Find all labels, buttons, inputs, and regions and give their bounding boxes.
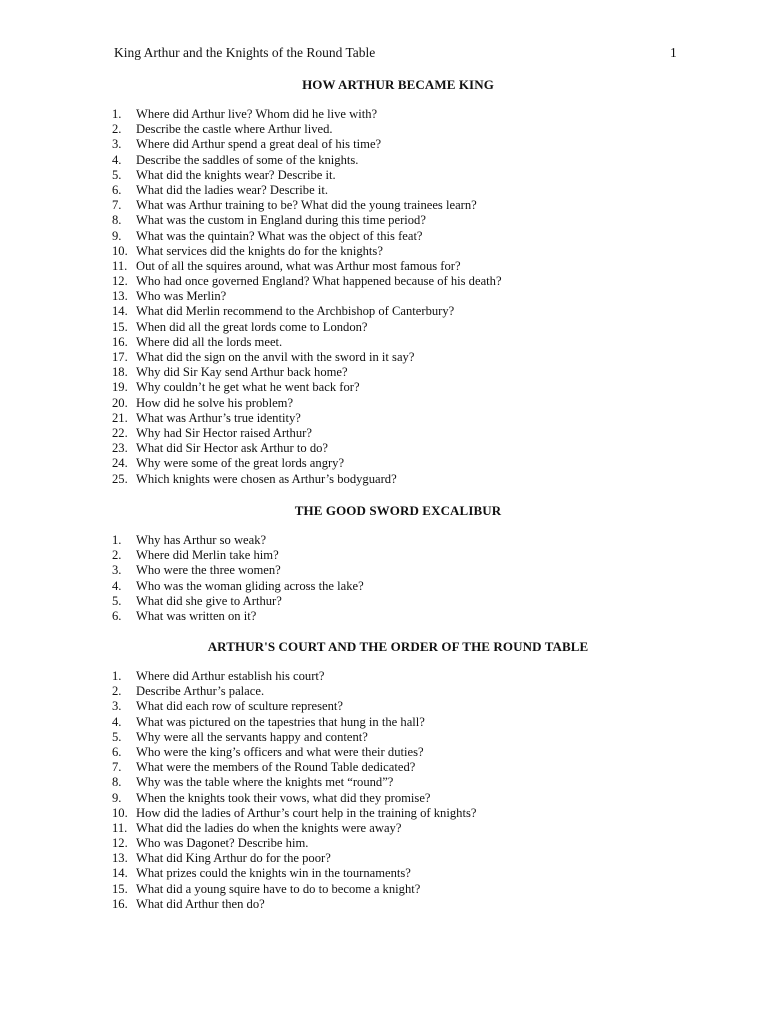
- question-number: 5.: [112, 167, 122, 182]
- question-text: What was pictured on the tapestries that hung in the hall?: [136, 714, 425, 729]
- question-number: 2.: [112, 684, 122, 699]
- question-number: 9.: [112, 790, 122, 805]
- question-number: 13.: [112, 289, 128, 304]
- question-text: Why couldn’t he get what he went back for?: [136, 380, 360, 395]
- question-number: 6.: [112, 182, 122, 197]
- question-number: 24.: [112, 456, 128, 471]
- question-number: 19.: [112, 380, 128, 395]
- question-text: Who was Dagonet? Describe him.: [136, 836, 309, 851]
- question-text: What did each row of sculture represent?: [136, 699, 344, 714]
- question-number: 21.: [112, 410, 128, 425]
- question-number: 6.: [112, 744, 122, 759]
- question-number: 3.: [112, 563, 122, 578]
- question-number: 10.: [112, 805, 128, 820]
- question-number: 2.: [112, 548, 122, 563]
- document-title: King Arthur and the Knights of the Round Table: [114, 45, 376, 60]
- question-number: 2.: [112, 122, 122, 137]
- question-text: Who were the king’s officers and what were their duties?: [136, 744, 424, 759]
- question-number: 4.: [112, 714, 122, 729]
- question-text: What did Merlin recommend to the Archbishop of Canterbury?: [136, 304, 455, 319]
- question-text: Where did Arthur establish his court?: [136, 669, 325, 683]
- question-number: 11.: [112, 820, 128, 835]
- question-text: What prizes could the knights win in the tournaments?: [136, 866, 411, 881]
- question-text: When the knights took their vows, what did they promise?: [136, 790, 431, 805]
- question-number: 1.: [112, 107, 122, 121]
- section-title-arthurs-court: ARTHUR'S COURT AND THE ORDER OF THE ROUND TABLE: [207, 639, 589, 654]
- question-text: Describe the saddles of some of the knights.: [136, 152, 359, 167]
- question-text: How did he solve his problem?: [136, 395, 294, 410]
- question-text: What were the members of the Round Table dedicated?: [136, 760, 416, 775]
- question-number: 10.: [112, 243, 128, 258]
- question-text: Why was the table where the knights met “round”?: [136, 775, 394, 790]
- question-text: What did a young squire have to do to become a knight?: [136, 881, 421, 896]
- question-text: Why has Arthur so weak?: [136, 533, 267, 547]
- question-text: What did King Arthur do for the poor?: [136, 851, 331, 866]
- question-text: Who was Merlin?: [136, 289, 227, 304]
- question-number: 8.: [112, 213, 122, 228]
- question-text: Where did Arthur spend a great deal of his time?: [136, 137, 382, 152]
- question-number: 16.: [112, 334, 128, 349]
- question-text: What did the sign on the anvil with the sword in it say?: [136, 350, 415, 364]
- question-text: What was the custom in England during this time period?: [136, 213, 426, 228]
- question-number: 1.: [112, 533, 122, 547]
- question-number: 15.: [112, 881, 128, 896]
- question-text: Why were some of the great lords angry?: [136, 456, 345, 471]
- question-number: 16.: [112, 896, 128, 911]
- question-text: What did the ladies do when the knights were away?: [136, 820, 402, 835]
- question-number: 20.: [112, 395, 128, 410]
- question-number: 1.: [112, 669, 122, 683]
- question-number: 14.: [112, 866, 128, 881]
- question-number: 25.: [112, 471, 128, 486]
- question-number: 7.: [112, 760, 122, 775]
- section-title-how-arthur-became-king: HOW ARTHUR BECAME KING: [302, 77, 494, 92]
- question-text: How did the ladies of Arthur’s court help in the training of knights?: [136, 805, 477, 820]
- question-number: 5.: [112, 593, 122, 608]
- question-text: Where did Merlin take him?: [136, 548, 279, 563]
- question-text: Why did Sir Kay send Arthur back home?: [136, 365, 348, 380]
- question-text: Describe the castle where Arthur lived.: [136, 122, 333, 137]
- question-text: What was Arthur training to be? What did the young trainees learn?: [136, 198, 477, 213]
- question-text: Why had Sir Hector raised Arthur?: [136, 425, 312, 440]
- question-text: Which knights were chosen as Arthur’s bodyguard?: [136, 471, 397, 486]
- question-number: 3.: [112, 137, 122, 152]
- question-number: 14.: [112, 304, 128, 319]
- question-text: What did Sir Hector ask Arthur to do?: [136, 441, 329, 456]
- question-number: 5.: [112, 729, 122, 744]
- question-number: 9.: [112, 228, 122, 243]
- question-text: Who were the three women?: [136, 563, 281, 578]
- question-text: What did Arthur then do?: [136, 896, 265, 911]
- question-number: 22.: [112, 425, 128, 440]
- question-number: 6.: [112, 608, 122, 623]
- question-number: 4.: [112, 152, 122, 167]
- question-number: 17.: [112, 350, 128, 364]
- question-text: Why were all the servants happy and content?: [136, 729, 368, 744]
- page-number: 1: [670, 45, 677, 60]
- question-text: Where did Arthur live? Whom did he live with?: [136, 107, 378, 121]
- question-text: What services did the knights do for the knights?: [136, 243, 383, 258]
- question-number: 23.: [112, 441, 128, 456]
- question-text: Describe Arthur’s palace.: [136, 684, 265, 699]
- question-number: 4.: [112, 578, 122, 593]
- question-text: What did she give to Arthur?: [136, 593, 282, 608]
- question-number: 11.: [112, 258, 128, 273]
- question-number: 12.: [112, 274, 128, 289]
- question-text: What was the quintain? What was the object of this feat?: [136, 228, 423, 243]
- question-number: 12.: [112, 836, 128, 851]
- question-text: What did the ladies wear? Describe it.: [136, 182, 328, 197]
- question-number: 7.: [112, 198, 122, 213]
- question-text: Who had once governed England? What happened because of his death?: [136, 274, 502, 289]
- question-number: 18.: [112, 365, 128, 380]
- question-number: 13.: [112, 851, 128, 866]
- question-number: 3.: [112, 699, 122, 714]
- question-text: What was written on it?: [136, 608, 257, 623]
- question-text: When did all the great lords come to London?: [136, 319, 368, 334]
- question-number: 8.: [112, 775, 122, 790]
- question-text: What was Arthur’s true identity?: [136, 410, 301, 425]
- question-text: Where did all the lords meet.: [136, 334, 283, 349]
- question-text: What did the knights wear? Describe it.: [136, 167, 336, 182]
- question-text: Out of all the squires around, what was Arthur most famous for?: [136, 258, 461, 273]
- question-number: 15.: [112, 319, 128, 334]
- question-text: Who was the woman gliding across the lake?: [136, 578, 364, 593]
- section-title-good-sword-excalibur: THE GOOD SWORD EXCALIBUR: [294, 503, 502, 518]
